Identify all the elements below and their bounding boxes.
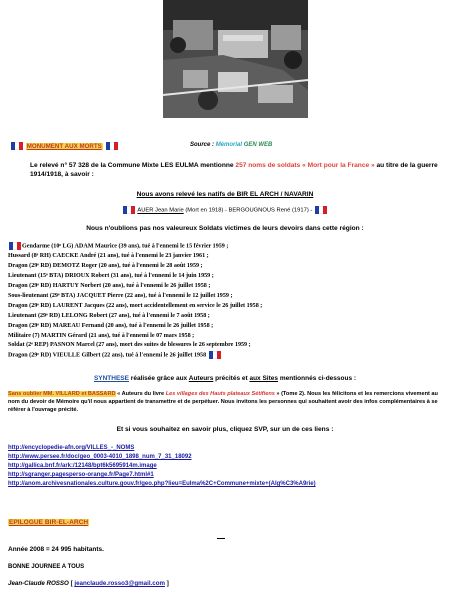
list-item: Sous-lieutenant (29ᵉ BTA) JACQUET Pierre (22 ans), tué à l'ennemi le 12 juillet 1959 ; (8, 292, 233, 299)
list-item: Soldat (2ᵉ REP) PASNON Marcel (27 ans), mort des suites de blessures le 26 septembre 1959 ; (8, 342, 251, 349)
population-line: Année 2008 = 24 995 habitants. (8, 546, 104, 553)
thanks-highlight: Sans oublier MM. VILLARD et BASSARD (8, 391, 116, 397)
link-sgranger[interactable]: http://sgranger.pagesperso-orange.fr/Page7.html#1 (8, 472, 154, 478)
synthese-label: SYNTHESE (93, 375, 129, 382)
source-genweb: GEN WEB (243, 142, 273, 148)
link-persee[interactable]: http://www.persee.fr/doc/geo_0003-4010_1898_num_7_31_18092 (8, 454, 192, 460)
links-list (8, 444, 316, 489)
french-flag-icon (123, 206, 135, 214)
list-item: Hussard (8ᵉ RH) CAECKE André (21 ans), tué à l'ennemi le 23 janvier 1961 ; (8, 253, 209, 260)
auteurs-link[interactable]: Auteurs (188, 375, 214, 382)
natifs-heading: Nous avons relevé les natifs de BIR EL ARCH / NAVARIN (136, 191, 314, 198)
more-info-heading: Et si vous souhaitez en savoir plus, cliquez SVP, sur un de ces liens : (116, 426, 334, 433)
list-item: Dragon (29ᵉ RD) MAREAU Fernand (20 ans), tué à l'ennemi le 26 juillet 1958 ; (8, 322, 214, 329)
synthese-line: SYNTHESE réalisée grâce aux Auteurs précités et aux Sites mentionnés ci-dessous : (93, 375, 357, 382)
book-title: Les villages des Hauts plateaux Sétifiens (165, 391, 275, 397)
list-item: Lieutenant (29ᵉ RD) LELONG Robert (27 ans), tué à l'ennemi le 7 août 1958 ; (8, 312, 210, 319)
list-item: Lieutenant (15ᵉ BTA) DRIOUX Robert (31 ans), tué à l'ennemi le 14 juin 1959 ; (8, 273, 214, 280)
town-photo (163, 0, 308, 118)
divider (217, 538, 225, 539)
list-item: Gendarme (10ᵉ LG) ADAM Maurice (39 ans), tué à l'ennemi le 15 février 1959 ; (8, 242, 262, 252)
french-flag-icon (315, 206, 327, 214)
list-item: Militaire (7) MARTIN Gérard (21 ans), tué à l'ennemi le 07 mars 1958 ; (8, 332, 195, 339)
author-name: Jean-Claude ROSSO (8, 580, 69, 587)
epilogue-heading: EPILOGUE BIR-EL-ARCH (9, 519, 89, 526)
link-gallica[interactable]: http://gallica.bnf.fr/ark:/12148/bpt6k5695914m.image (8, 463, 157, 469)
author-signature: Jean-Claude ROSSO [ jeanclaude.rosso3@gmail.com ] (8, 580, 169, 587)
intro-paragraph: Le relevé n° 57 328 de la Commune Mixte LES EULMA mentionne 257 noms de soldats « Mort pour la France » au titre de la guerre 1914/1918, à savoir : (30, 162, 438, 178)
natif-name-auer: AUER Jean Marie (137, 207, 184, 214)
french-flag-icon (11, 142, 23, 150)
french-flag-icon (106, 142, 118, 150)
greeting-line: BONNE JOURNEE A TOUS (8, 564, 85, 570)
soldiers-heading: Nous n'oublions pas nos valeureux Soldats victimes de leurs devoirs dans cette région : (86, 225, 364, 232)
source-line: Source : Mémorial GEN WEB (190, 142, 273, 148)
source-memorial-link[interactable]: Mémorial (215, 142, 243, 148)
thanks-paragraph: Sans oublier MM. VILLARD et BASSARD « Auteurs du livre Les villages des Hauts plateaux Sétifiens » (Tome 2). Nous les félicitons et les remercions vivement au nom du devoir de Mémoire qu'il nous appartient de transmettre et de perpétuer. Nous invitons les personnes qui souhaitent avoir des infos complémentaires à se référer à l'ouvrage précité. (8, 391, 438, 413)
sites-link[interactable]: aux Sites (249, 375, 279, 382)
list-item: Dragon (29ᵉ RD) HARTUY Norbert (20 ans), tué à l'ennemi le 26 juillet 1958 ; (8, 283, 211, 290)
monument-heading (10, 142, 119, 150)
french-flag-icon (209, 351, 221, 359)
monument-label: MONUMENT AUX MORTS (26, 142, 102, 150)
soldiers-list (8, 242, 262, 362)
list-item: Dragon (29ᵉ RD) VIEULLE Gilbert (22 ans), tué à l'ennemi le 26 juillet 1958 (8, 351, 262, 361)
list-item: Dragon (29ᵉ RD) DEMOTZ Roger (20 ans), tué à l'ennemi le 28 août 1959 ; (8, 263, 203, 270)
link-anom[interactable]: http://anom.archivesnationales.culture.gouv.fr/geo.php?lieu=Eulma%2C+Commune+mixte+(Alg%C3%A9rie) (8, 481, 316, 487)
natifs-names: AUER Jean Marie (Mort en 1918) - BERGOUGNOUS René (1917) - (0, 206, 450, 214)
list-item: Dragon (29ᵉ RD) LAURENT Jacques (22 ans), mort accidentellement en service le 26 juillet 1958 ; (8, 302, 263, 309)
author-email-link[interactable]: jeanclaude.rosso3@gmail.com (74, 580, 166, 587)
names-count-highlight: 257 noms de soldats « Mort pour la France » (235, 162, 375, 169)
link-encyclopedie[interactable]: http://encyclopedie-afn.org/VILLES_-_NOMS (8, 445, 135, 451)
french-flag-icon (9, 242, 21, 250)
